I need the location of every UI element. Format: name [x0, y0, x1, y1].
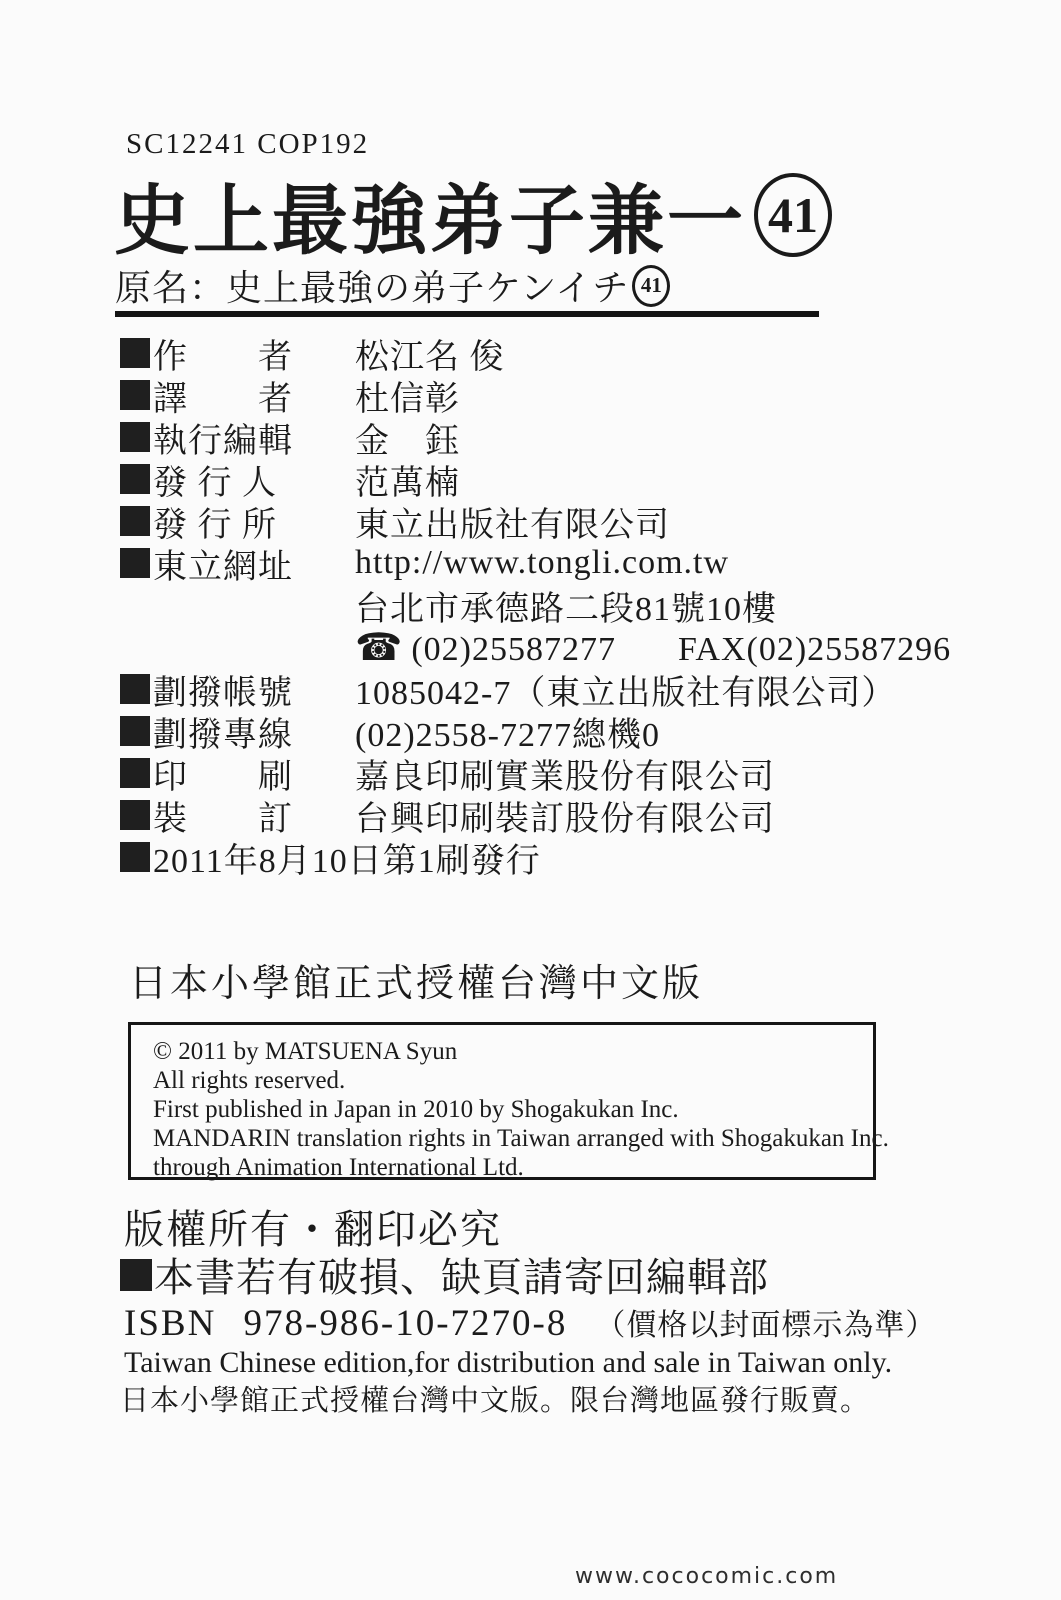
bullet-square-icon — [120, 548, 150, 578]
phone-icon: ☎ — [355, 626, 404, 669]
book-title-text: 史上最強弟子兼一 — [114, 180, 746, 264]
product-code: SC12241 COP192 — [126, 128, 370, 160]
chinese-edition-notice: 日本小學館正式授權台灣中文版。限台灣地區發行販賣。 — [120, 1385, 871, 1417]
credit-label: 裝 訂 — [153, 800, 293, 838]
credit-value: 松江名 俊 — [355, 338, 505, 376]
credit-label: 發 行 人 — [153, 464, 277, 502]
isbn-line — [124, 1300, 936, 1345]
title-divider-rule — [115, 311, 819, 317]
bullet-square-icon — [120, 422, 150, 452]
credit-row-website — [120, 542, 950, 584]
rights-notice: 版權所有・翻印必究 — [124, 1207, 502, 1252]
credit-row-postal-line — [120, 710, 950, 752]
bullet-square-icon — [120, 464, 150, 494]
copyright-line: MANDARIN translation rights in Taiwan arranged with Shogakukan Inc. — [153, 1125, 889, 1152]
credit-label: 劃撥帳號 — [153, 674, 293, 712]
credit-label: 作 者 — [153, 338, 293, 376]
bullet-square-icon — [120, 674, 150, 704]
copyright-line: © 2011 by MATSUENA Syun — [153, 1038, 458, 1065]
credit-row-editor — [120, 416, 950, 458]
damage-notice-text: 本書若有破損、缺頁請寄回編輯部 — [154, 1255, 769, 1300]
price-note: （價格以封面標示為準） — [595, 1309, 937, 1342]
bullet-square-icon — [120, 800, 150, 830]
volume-number-circle-small: 41 — [632, 265, 670, 307]
credit-row-binding — [120, 794, 950, 836]
bullet-square-icon — [120, 1259, 152, 1291]
copyright-line: All rights reserved. — [153, 1067, 346, 1094]
credit-value: 東立出版社有限公司 — [355, 506, 670, 544]
credit-value: (02)2558-7277總機0 — [355, 716, 660, 754]
credit-row-publisher-person — [120, 458, 950, 500]
bullet-square-icon — [120, 842, 150, 872]
bullet-square-icon — [120, 380, 150, 410]
original-title — [115, 260, 670, 311]
fax-number: FAX(02)25587296 — [678, 630, 952, 668]
credit-label: 劃撥專線 — [153, 716, 293, 754]
credit-label: 東立網址 — [153, 548, 293, 586]
credit-row-print-date — [120, 836, 950, 878]
isbn-number: ISBN 978-986-10-7270-8 — [124, 1303, 568, 1344]
credit-value: 台興印刷裝訂股份有限公司 — [355, 800, 775, 838]
credit-label: 譯 者 — [153, 380, 293, 418]
credit-value: 金 鈺 — [355, 422, 460, 460]
print-date: 2011年8月10日第1刷發行 — [153, 842, 541, 880]
book-title — [114, 160, 832, 269]
copyright-box — [128, 1022, 889, 1181]
bullet-square-icon — [120, 716, 150, 746]
credit-row-printing — [120, 752, 950, 794]
publisher-address: 台北市承德路二段81號10樓 — [355, 590, 777, 628]
copyright-line: First published in Japan in 2010 by Shogakukan Inc. — [153, 1096, 679, 1123]
copyright-line: through Animation International Ltd. — [153, 1154, 524, 1181]
bullet-square-icon — [120, 506, 150, 536]
credit-label: 執行編輯 — [153, 422, 293, 460]
credit-row-phone — [120, 626, 950, 668]
credit-value: 范萬楠 — [355, 464, 460, 502]
credit-row-translator — [120, 374, 950, 416]
license-heading: 日本小學館正式授權台灣中文版 — [129, 963, 704, 1005]
phone-number: (02)25587277 — [411, 630, 616, 668]
bullet-square-icon — [120, 338, 150, 368]
credit-row-author — [120, 332, 950, 374]
credit-value: 1085042-7（東立出版社有限公司） — [355, 674, 897, 712]
credit-row-publisher-company — [120, 500, 950, 542]
credit-label: 印 刷 — [153, 758, 293, 796]
damage-notice — [120, 1246, 769, 1303]
credits-table — [120, 332, 950, 878]
publisher-url: http://www.tongli.com.tw — [355, 544, 730, 581]
credit-value: 杜信彰 — [355, 380, 460, 418]
site-watermark: www.cococomic.com — [575, 1564, 839, 1589]
original-title-text: 原名：史上最強の弟子ケンイチ — [115, 268, 630, 308]
bullet-square-icon — [120, 758, 150, 788]
credit-value: 嘉良印刷實業股份有限公司 — [355, 758, 775, 796]
credit-label: 發 行 所 — [153, 506, 277, 544]
credit-row-address — [120, 584, 950, 626]
credit-row-postal-account — [120, 668, 950, 710]
english-edition-notice: Taiwan Chinese edition,for distribution and sale in Taiwan only. — [124, 1346, 893, 1379]
volume-number-circle: 41 — [754, 173, 832, 257]
